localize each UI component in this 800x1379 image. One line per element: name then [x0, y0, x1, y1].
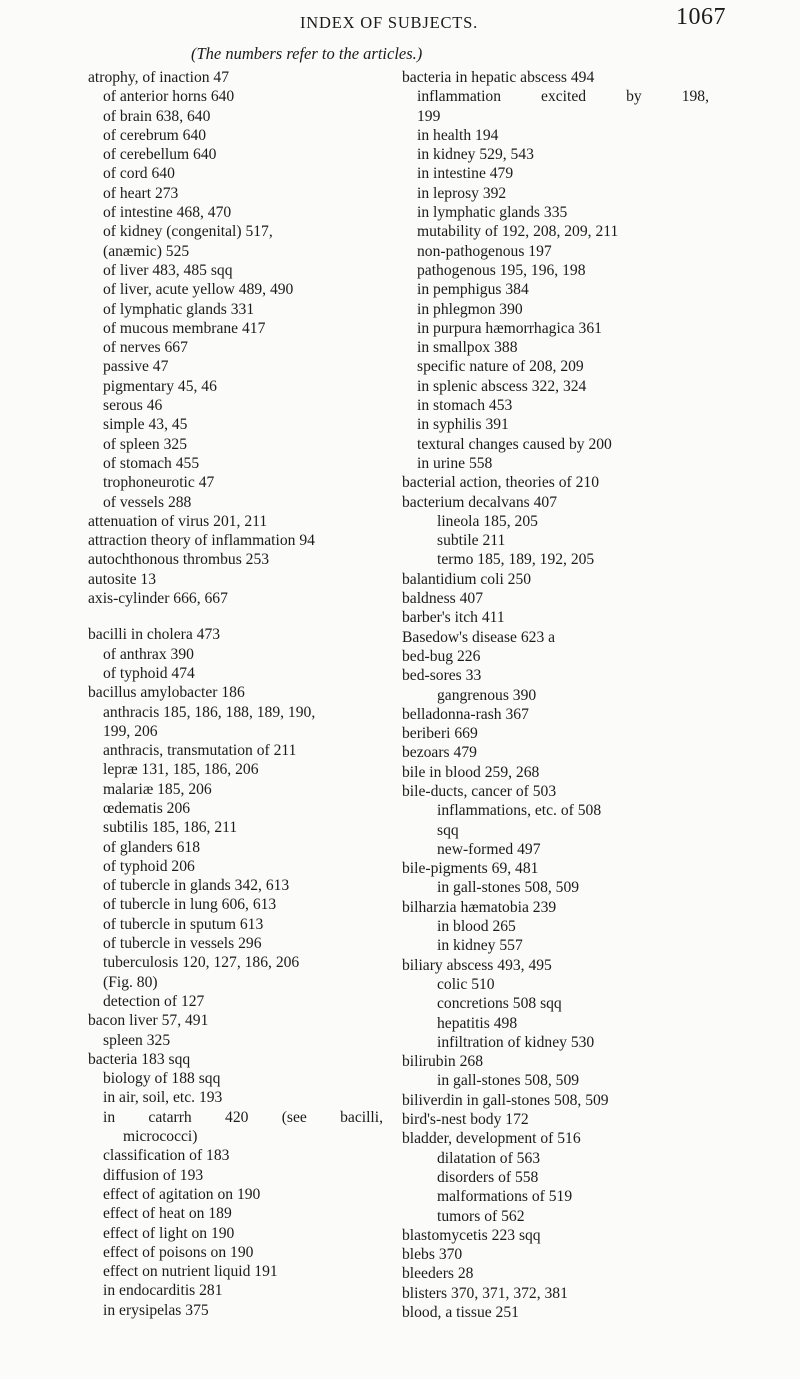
- index-entry: axis-cylinder 666, 667: [88, 590, 228, 608]
- index-subentry: of tubercle in vessels 296: [103, 935, 262, 953]
- index-subentry: in air, soil, etc. 193: [103, 1089, 223, 1107]
- index-subentry: passive 47: [103, 358, 169, 376]
- index-entry: blisters 370, 371, 372, 381: [402, 1284, 568, 1302]
- index-subentry: of nerves 667: [103, 339, 188, 357]
- index-subentry: pigmentary 45, 46: [103, 377, 217, 395]
- index-subentry: classification of 183: [103, 1147, 230, 1165]
- index-entry: blood, a tissue 251: [402, 1304, 519, 1321]
- index-column-left: [88, 68, 382, 1320]
- index-subentry: of brain 638, 640: [103, 107, 211, 125]
- index-entry: atrophy, of inaction 47: [88, 69, 230, 86]
- index-continuation: (anæmic) 525: [103, 242, 190, 260]
- index-subentry: lineola 185, 205: [437, 512, 538, 530]
- index-subentry: anthracis, transmutation of 211: [103, 742, 297, 760]
- index-subentry: of mucous membrane 417: [103, 319, 266, 337]
- index-entry: bilharzia hæmatobia 239: [402, 898, 557, 916]
- index-subentry: in splenic abscess 322, 324: [417, 377, 587, 395]
- index-entry: belladonna-rash 367: [402, 705, 529, 723]
- index-subentry: in catarrh 420 (see bacilli,: [103, 1108, 383, 1126]
- index-entry: beriberi 669: [402, 725, 478, 743]
- index-subentry: effect of poisons on 190: [103, 1243, 254, 1261]
- index-subentry: detection of 127: [103, 992, 205, 1010]
- index-subentry: in erysipelas 375: [103, 1301, 209, 1319]
- index-entry: blastomycetis 223 sqq: [402, 1226, 541, 1244]
- index-entry: bed-sores 33: [402, 667, 482, 685]
- index-entry: biliary abscess 493, 495: [402, 956, 552, 974]
- index-subentry: inflammation excited by 198,: [417, 88, 709, 106]
- index-entry: bacteria 183 sqq: [88, 1050, 191, 1068]
- index-continuation: micrococci): [123, 1128, 198, 1146]
- index-subentry: lepræ 131, 185, 186, 206: [103, 761, 259, 779]
- index-entry: bacillus amylobacter 186: [88, 684, 245, 702]
- index-subentry: of cerebellum 640: [103, 146, 217, 164]
- index-subentry: of typhoid 474: [103, 664, 195, 682]
- index-subentry: new-formed 497: [437, 840, 541, 858]
- index-subentry: in smallpox 388: [417, 339, 518, 357]
- index-continuation: sqq: [437, 821, 459, 839]
- index-entry: bladder, development of 516: [402, 1130, 581, 1148]
- index-subentry: of anterior horns 640: [103, 88, 235, 106]
- index-subentry: pathogenous 195, 196, 198: [417, 261, 586, 279]
- index-continuation: 199, 206: [103, 722, 158, 740]
- index-subentry: concretions 508 sqq: [437, 995, 562, 1013]
- index-subentry: in health 194: [417, 126, 499, 144]
- index-subentry: of cord 640: [103, 165, 175, 183]
- index-subentry: malformations of 519: [437, 1188, 573, 1206]
- index-entry: baldness 407: [402, 590, 483, 608]
- index-entry: Basedow's disease 623 a: [402, 628, 556, 646]
- index-subentry: of intestine 468, 470: [103, 204, 232, 222]
- index-entry: bezoars 479: [402, 744, 477, 762]
- index-subentry: in blood 265: [437, 918, 516, 936]
- index-note: (The numbers refer to the articles.): [191, 44, 423, 63]
- index-entry: balantidium coli 250: [402, 570, 532, 588]
- index-subentry: infiltration of kidney 530: [437, 1033, 595, 1051]
- index-subentry: in intestine 479: [417, 165, 514, 183]
- index-entry: bacterial action, theories of 210: [402, 474, 600, 492]
- index-entry: attraction theory of inflammation 94: [88, 532, 315, 550]
- index-entry: bacterium decalvans 407: [402, 493, 558, 511]
- index-entry: attenuation of virus 201, 211: [88, 512, 268, 530]
- index-subentry: trophoneurotic 47: [103, 474, 215, 492]
- index-subentry: tumors of 562: [437, 1207, 525, 1225]
- index-subentry: termo 185, 189, 192, 205: [437, 551, 595, 569]
- index-subentry: of cerebrum 640: [103, 126, 207, 144]
- running-head: INDEX OF SUBJECTS.: [300, 13, 479, 32]
- index-subentry: in pemphigus 384: [417, 281, 529, 299]
- index-subentry: subtile 211: [437, 532, 506, 550]
- index-entry: blebs 370: [402, 1246, 463, 1264]
- index-subentry: in kidney 557: [437, 937, 523, 955]
- index-subentry: of vessels 288: [103, 493, 192, 511]
- index-subentry: in stomach 453: [417, 397, 513, 415]
- index-entry: autochthonous thrombus 253: [88, 551, 270, 569]
- index-subentry: in gall-stones 508, 509: [437, 1072, 580, 1090]
- index-entry: bile-pigments 69, 481: [402, 860, 539, 878]
- index-subentry: of liver, acute yellow 489, 490: [103, 281, 294, 299]
- index-subentry: inflammations, etc. of 508: [437, 802, 602, 820]
- index-subentry: in lymphatic glands 335: [417, 204, 568, 222]
- index-subentry: effect of light on 190: [103, 1224, 235, 1242]
- index-subentry: effect of heat on 189: [103, 1205, 232, 1223]
- index-subentry: in kidney 529, 543: [417, 146, 534, 164]
- index-subentry: effect of agitation on 190: [103, 1185, 261, 1203]
- page-header: [0, 2, 800, 42]
- index-continuation: (Fig. 80): [103, 973, 158, 991]
- index-subentry: subtilis 185, 186, 211: [103, 819, 238, 837]
- index-entry: bile-ducts, cancer of 503: [402, 782, 557, 800]
- index-entry: bacilli in cholera 473: [88, 626, 221, 644]
- index-subentry: in endocarditis 281: [103, 1282, 223, 1300]
- index-subentry: of typhoid 206: [103, 857, 195, 875]
- index-subentry: non-pathogenous 197: [417, 242, 552, 260]
- index-subentry: specific nature of 208, 209: [417, 358, 584, 376]
- index-subentry: textural changes caused by 200: [417, 435, 612, 453]
- index-subentry: of heart 273: [103, 184, 179, 202]
- index-continuation: 199: [417, 107, 441, 125]
- index-subentry: in syphilis 391: [417, 416, 509, 434]
- index-subentry: malariæ 185, 206: [103, 780, 212, 798]
- index-subentry: of liver 483, 485 sqq: [103, 261, 233, 279]
- index-subentry: mutability of 192, 208, 209, 211: [417, 223, 619, 241]
- index-subentry: in gall-stones 508, 509: [437, 879, 580, 897]
- index-entry: bilirubin 268: [402, 1053, 483, 1071]
- index-subentry: of stomach 455: [103, 454, 200, 472]
- index-subentry: of kidney (congenital) 517,: [103, 223, 273, 241]
- index-entry: bleeders 28: [402, 1265, 474, 1283]
- index-subentry: of spleen 325: [103, 435, 188, 453]
- index-subentry: hepatitis 498: [437, 1014, 518, 1032]
- index-subentry: spleen 325: [103, 1031, 171, 1049]
- index-subentry: in urine 558: [417, 454, 493, 472]
- index-subentry: of anthrax 390: [103, 645, 194, 663]
- index-subentry: gangrenous 390: [437, 686, 537, 704]
- index-column-right: [402, 68, 708, 1322]
- index-subentry: of tubercle in lung 606, 613: [103, 896, 277, 914]
- index-subentry: serous 46: [103, 397, 163, 415]
- index-subentry: œdematis 206: [103, 799, 191, 817]
- index-subentry: of glanders 618: [103, 838, 201, 856]
- index-subentry: disorders of 558: [437, 1168, 539, 1186]
- index-entry: bed-bug 226: [402, 647, 481, 665]
- index-subentry: in purpura hæmorrhagica 361: [417, 319, 602, 337]
- index-entry: bird's-nest body 172: [402, 1111, 529, 1129]
- index-entry: autosite 13: [88, 570, 156, 588]
- index-subentry: anthracis 185, 186, 188, 189, 190,: [103, 703, 316, 721]
- index-entry: biliverdin in gall-stones 508, 509: [402, 1091, 609, 1109]
- index-entry: bile in blood 259, 268: [402, 763, 540, 781]
- index-subentry: biology of 188 sqq: [103, 1070, 221, 1088]
- index-subentry: dilatation of 563: [437, 1149, 541, 1167]
- index-subentry: of tubercle in sputum 613: [103, 915, 264, 933]
- index-subentry: effect on nutrient liquid 191: [103, 1263, 278, 1281]
- index-entry: bacteria in hepatic abscess 494: [402, 69, 595, 86]
- index-subentry: diffusion of 193: [103, 1166, 204, 1184]
- index-subentry: of lymphatic glands 331: [103, 300, 255, 318]
- index-subentry: in phlegmon 390: [417, 300, 523, 318]
- page-number: 1067: [676, 4, 726, 30]
- index-subentry: of tubercle in glands 342, 613: [103, 877, 290, 895]
- index-subentry: tuberculosis 120, 127, 186, 206: [103, 954, 300, 972]
- index-subentry: in leprosy 392: [417, 184, 507, 202]
- index-entry: barber's itch 411: [402, 609, 505, 627]
- index-subentry: simple 43, 45: [103, 416, 188, 434]
- index-subentry: colic 510: [437, 975, 495, 993]
- index-entry: bacon liver 57, 491: [88, 1012, 209, 1030]
